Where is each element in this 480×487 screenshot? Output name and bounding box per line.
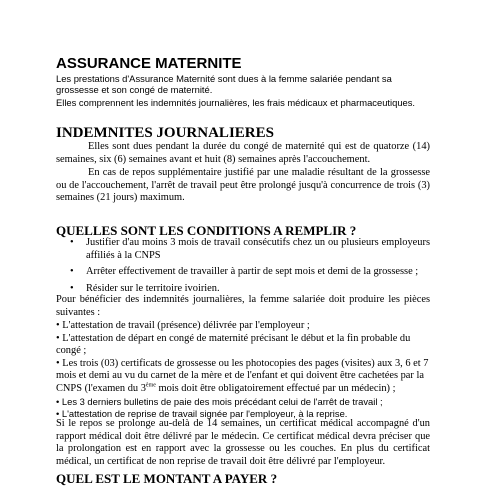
closing-paragraph: Si le repos se prolonge au-delà de 14 semaines, un certificat médical accompagné d'un rapport médical doit être délivré par le médecin. Ce certificat médical devra préciser que la prolongation est en rapport avec la grossesse ou les couches. En plus du certificat médical, un certificat de non reprise de travail doit être délivré par l'employeur. bbox=[56, 418, 430, 467]
conditions-list bbox=[56, 237, 430, 299]
document-item-bulletins-paie: • Les 3 derniers bulletins de paie des mois précédant celui de l'arrêt de travail ; bbox=[56, 395, 383, 407]
documents-intro: Pour bénéficier des indemnités journalières, la femme salariée doit produire les pièces suivantes : bbox=[56, 294, 430, 318]
bullet-icon: • bbox=[70, 266, 74, 278]
section-title-montant: QUEL EST LE MONTANT A PAYER ? bbox=[56, 471, 278, 486]
section-title-conditions: QUELLES SONT LES CONDITIONS A REMPLIR ? bbox=[56, 223, 357, 238]
section2-paragraph-2: En cas de repos supplémentaire justifié par une maladie résultant de la grossesse ou de l'accouchement, l'arrêt de travail peut être prolongé jusqu'à concurrence de trois (3) semaines (21 jours) maximum. bbox=[56, 167, 430, 204]
bullet-icon: • bbox=[70, 237, 74, 248]
section-title-indemnites: INDEMNITES JOURNALIERES bbox=[56, 125, 274, 141]
section1-line1: Les prestations d'Assurance Maternité sont dues à la femme salariée pendant sa grossesse et son congé de maternité. bbox=[56, 73, 392, 96]
document-item-attestation-reprise: • L'attestation de reprise de travail signée par l'employeur, à la reprise. bbox=[56, 408, 348, 420]
section-title-assurance-maternite: ASSURANCE MATERNITE bbox=[56, 55, 242, 72]
list-item: • Résider sur le territoire ivoirien. bbox=[70, 282, 220, 294]
document-item-attestation-depart: • L'attestation de départ en congé de maternité précisant le début et la fin probable du congé ; bbox=[56, 332, 411, 357]
document-item-attestation-travail: • L'attestation de travail (présence) délivrée par l'employeur ; bbox=[56, 320, 310, 331]
list-item: • Justifier d'au moins 3 mois de travail consécutifs chez un ou plusieurs employeurs affiliés à la CNPS bbox=[70, 237, 430, 261]
bullet-icon: • bbox=[70, 282, 74, 294]
section1-line2: Elles comprennent les indemnités journalières, les frais médicaux et pharmaceutiques. bbox=[56, 97, 416, 108]
documents-list bbox=[56, 320, 432, 421]
list-item: • Arrêter effectivement de travailler à partir de sept mois et demi de la grossesse ; bbox=[70, 266, 419, 278]
section2-paragraph-1: Elles sont dues pendant la durée du congé de maternité qui est de quatorze (14) semaines, six (6) semaines avant et huit (8) semaines après l'accouchement. bbox=[56, 141, 430, 165]
document-item-certificats-grossesse: • Les trois (03) certificats de grossesse ou les photocopies des pages (visites) aux 3, 6 et 7 mois et demi au vu du carnet de la mère et de l'enfant et qui doivent être cachetées par la CNPS (l'examen du 3ème mois doit être obligatoirement effectué par un médecin) ; bbox=[56, 357, 429, 394]
